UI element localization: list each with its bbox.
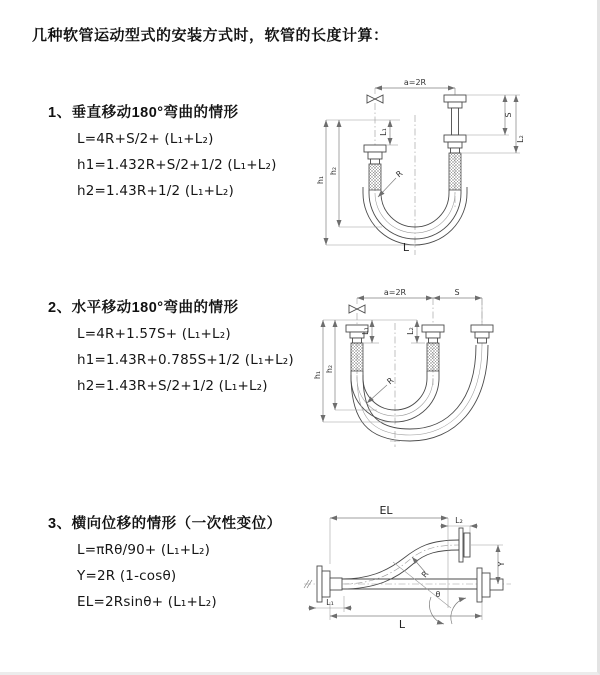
- right-hose-fitting: [444, 95, 466, 193]
- diagram-lateral-displacement: [298, 500, 598, 650]
- formula-line: Y=2R (1-cosθ): [77, 568, 177, 584]
- dimension-span: [357, 288, 482, 325]
- left-flange: [317, 566, 342, 602]
- dim-label-span: a=2R: [403, 78, 427, 87]
- dim-label-l2: L₂: [516, 135, 525, 143]
- section-2-heading: 2、水平移动180°弯曲的情形: [48, 300, 239, 316]
- diagram-horizontal-180-bend: [305, 285, 595, 460]
- radius-leader: [378, 169, 405, 197]
- formula-line: h2=1.43R+S/2+1/2 (L₁+L₂): [77, 378, 268, 394]
- formula-line: EL=2Rsinθ+ (L₁+L₂): [77, 594, 217, 610]
- dimension-span: [375, 78, 455, 94]
- section-lateral-displacement: [48, 511, 282, 615]
- dim-label-el: EL: [379, 504, 393, 517]
- left-hose-fitting: [364, 145, 386, 193]
- dim-label-h1: h₁: [313, 370, 322, 380]
- valve-icon: [349, 305, 365, 313]
- section-vertical-movement: [48, 100, 277, 204]
- angle-label: θ: [435, 590, 441, 599]
- lower-right-flange: [477, 568, 503, 602]
- dim-label-h2: h₂: [329, 166, 338, 176]
- dim-label-span: a=2R: [383, 288, 407, 297]
- hose-curved-position: [342, 540, 459, 589]
- formula-line: h1=1.432R+S/2+1/2 (L₁+L₂): [77, 157, 277, 173]
- radius-label: R: [385, 375, 396, 387]
- hose-swung-position: [351, 345, 488, 441]
- dimension-heights: [316, 120, 415, 245]
- dimension-l: [330, 602, 482, 631]
- dim-label-l1: L₁: [379, 128, 388, 136]
- radius-leader: [412, 557, 431, 579]
- dim-label-l1: L₁: [361, 327, 370, 335]
- dim-label-h1: h₁: [316, 175, 325, 185]
- dimension-y: [497, 545, 506, 584]
- diagram-vertical-180-bend: [312, 75, 587, 265]
- section-3-heading: 3、横向位移的情形（一次性变位）: [48, 516, 282, 532]
- radius-leader: [367, 376, 396, 403]
- formula-line: L=4R+1.57S+ (L₁+L₂): [77, 326, 231, 342]
- dim-label-s: S: [504, 112, 513, 118]
- dim-label-l2: L₂: [455, 516, 463, 525]
- section-1-heading: 1、垂直移动180°弯曲的情形: [48, 105, 239, 121]
- dimension-l1: [361, 320, 379, 343]
- dim-label-l: L: [398, 618, 406, 631]
- dimension-s-l2: [462, 95, 525, 153]
- angle-construction: [393, 518, 466, 624]
- section-horizontal-movement: [48, 295, 294, 399]
- length-label: L: [402, 241, 410, 254]
- dim-label-s: S: [454, 288, 460, 297]
- dim-label-y: Y: [497, 561, 506, 567]
- dim-label-l2: L₂: [406, 327, 415, 335]
- dimension-l1: [379, 120, 398, 145]
- upper-right-flange: [459, 528, 503, 562]
- radius-label: R: [394, 168, 405, 180]
- valve-icon: [367, 95, 383, 103]
- formula-line: h1=1.43R+0.785S+1/2 (L₁+L₂): [77, 352, 294, 368]
- middle-hose-fitting: [422, 325, 444, 378]
- formula-line: L=πRθ/90+ (L₁+L₂): [77, 542, 211, 558]
- right-hose-fitting: [471, 325, 493, 343]
- page-title: 几种软管运动型式的安装方式时，软管的长度计算：: [32, 27, 389, 44]
- dimension-el: [330, 504, 448, 564]
- formula-line: h2=1.43R+1/2 (L₁+L₂): [77, 183, 234, 199]
- formula-line: L=4R+S/2+ (L₁+L₂): [77, 131, 214, 147]
- radius-label: R: [419, 569, 431, 580]
- centerlines: [357, 298, 482, 447]
- dim-label-h2: h₂: [325, 364, 334, 374]
- dim-label-l1: L₁: [326, 598, 334, 607]
